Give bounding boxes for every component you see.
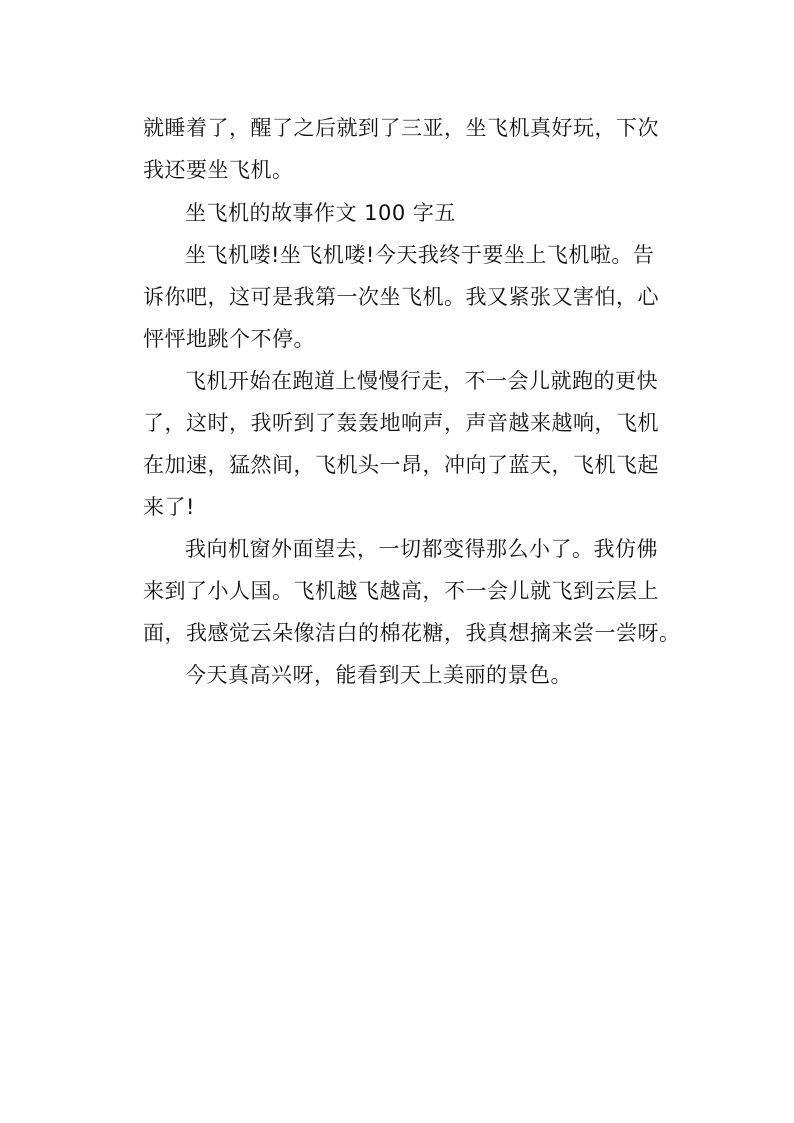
text-line-continuation: 就睡着了，醒了之后就到了三亚，坐飞机真好玩，下次 <box>143 116 659 140</box>
paragraph-3-line-2: 来到了小人国。飞机越飞越高，不一会儿就飞到云层上 <box>143 579 659 603</box>
paragraph-2-line-3: 在加速，猛然间，飞机头一昂，冲向了蓝天，飞机飞起 <box>143 453 659 477</box>
paragraph-3-line-3: 面，我感觉云朵像洁白的棉花糖，我真想摘来尝一尝呀。 <box>143 621 681 645</box>
paragraph-1-line-2: 诉你吧，这可是我第一次坐飞机。我又紧张又害怕，心 <box>143 285 659 309</box>
paragraph-4-line-1: 今天真高兴呀，能看到天上美丽的景色。 <box>185 663 572 687</box>
paragraph-1-line-1: 坐飞机喽!坐飞机喽!今天我终于要坐上飞机啦。告 <box>185 243 655 267</box>
paragraph-1-line-3: 怦怦地跳个不停。 <box>143 327 315 351</box>
paragraph-2-line-4: 来了! <box>143 495 195 519</box>
text-line-continuation: 我还要坐飞机。 <box>143 158 294 182</box>
paragraph-2-line-2: 了，这时，我听到了轰轰地响声，声音越来越响，飞机 <box>143 411 659 435</box>
paragraph-2-line-1: 飞机开始在跑道上慢慢行走，不一会儿就跑的更快 <box>185 369 658 393</box>
section-heading: 坐飞机的故事作文 100 字五 <box>185 201 456 225</box>
paragraph-3-line-1: 我向机窗外面望去，一切都变得那么小了。我仿佛 <box>185 537 658 561</box>
